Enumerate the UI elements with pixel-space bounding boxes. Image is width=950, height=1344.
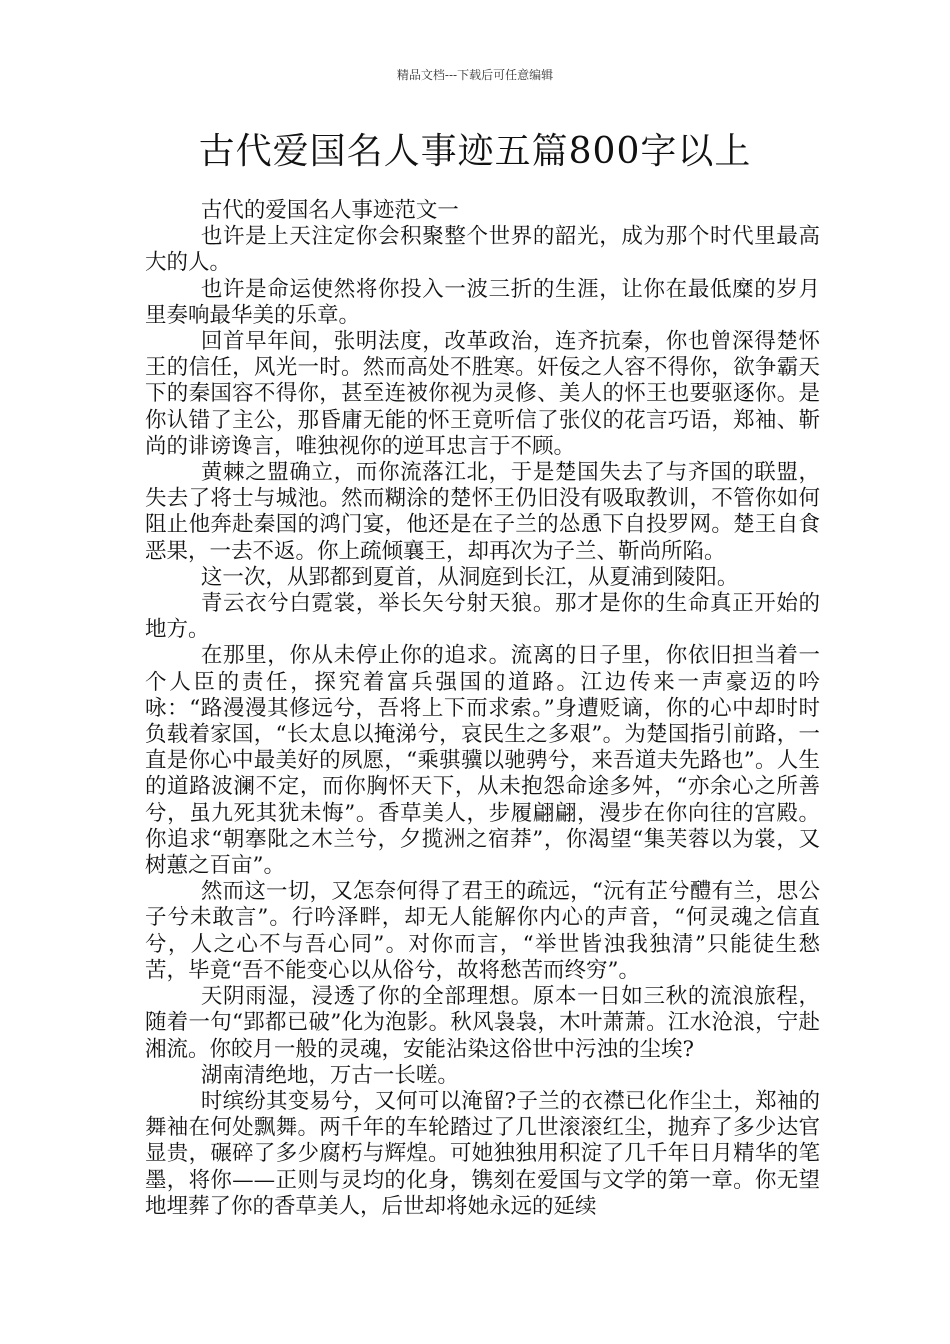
paragraph: 也许是上天注定你会积聚整个世界的韶光，成为那个时代里最高大的人。 [145, 224, 820, 276]
document-body [145, 198, 820, 1220]
paragraph: 黄棘之盟确立，而你流落江北，于是楚国失去了与齐国的联盟，失去了将士与城池。然而糊涂的楚怀王仍旧没有吸取教训，不管你如何阻止他奔赴秦国的鸿门宴，他还是在子兰的怂恿下自投罗网。楚王自食恶果，一去不返。你上疏倾襄王，却再次为子兰、靳尚所陷。 [145, 460, 820, 564]
paragraph: 也许是命运使然将你投入一波三折的生涯，让你在最低糜的岁月里奏响最华美的乐章。 [145, 276, 820, 328]
page-header-note: 精品文档---下载后可任意编辑 [396, 68, 554, 82]
section-heading: 古代的爱国名人事迹范文一 [200, 198, 459, 223]
paragraph: 天阴雨湿，浸透了你的全部理想。原本一日如三秋的流浪旅程，随着一句“郢都已破”化为泡影。秋风袅袅，木叶萧萧。江水沧浪，宁赴湘流。你皎月一般的灵魂，安能沾染这俗世中污浊的尘埃? [145, 984, 820, 1062]
paragraph: 这一次，从郢都到夏首，从洞庭到长江，从夏浦到陵阳。 [200, 564, 739, 590]
paragraph: 湖南清绝地，万古一长嗟。 [200, 1062, 459, 1088]
document-title: 古代爱国名人事迹五篇800字以上 [198, 131, 752, 172]
paragraph: 回首早年间，张明法度，改革政治，连齐抗秦，你也曾深得楚怀王的信任，风光一时。然而高处不胜寒。奸佞之人容不得你，欲争霸天下的秦国容不得你，甚至连被你视为灵修、美人的怀王也要驱逐你。是你认错了主公，那昏庸无能的怀王竟听信了张仪的花言巧语，郑袖、靳尚的诽谤谗言，唯独视你的逆耳忠言于不顾。 [145, 329, 820, 459]
paragraph: 时缤纷其变易兮，又何可以淹留?子兰的衣襟已化作尘土，郑袖的舞袖在何处飘舞。两千年的车轮踏过了几世滚滚红尘，抛弃了多少达官显贵，碾碎了多少腐朽与辉煌。可她独独用积淀了几千年日月精华的笔墨，将你——正则与灵均的化身，镌刻在爱国与文学的第一章。你无望地埋葬了你的香草美人，后世却将她永远的延续 [145, 1088, 820, 1219]
paragraph: 然而这一切，又怎奈何得了君王的疏远，“沅有芷兮醴有兰，思公子兮未敢言”。行吟泽畔，却无人能解你内心的声音，“何灵魂之信直兮，人之心不与吾心同”。对你而言，“举世皆浊我独清”只能徒生愁苦，毕竟“吾不能变心以从俗兮，故将愁苦而终穷”。 [145, 879, 820, 983]
paragraph: 在那里，你从未停止你的追求。流离的日子里，你依旧担当着一个人臣的责任，探究着富兵强国的道路。江边传来一声豪迈的吟咏：“路漫漫其修远兮，吾将上下而求索。”身遭贬谪，你的心中却时时负载着家国，“长太息以掩涕兮，哀民生之多艰”。为楚国指引前路，一直是你心中最美好的夙愿，“乘骐骥以驰骋兮，来吾道夫先路也”。人生的道路波澜不定，而你胸怀天下，从未抱怨命途多舛，“亦余心之所善兮，虽九死其犹未悔”。香草美人，步履翩翩，漫步在你向往的宫殿。你追求“朝搴阰之木兰兮，夕揽洲之宿莽”，你渴望“集芙蓉以为裳，又树蕙之百亩”。 [145, 643, 820, 879]
paragraph: 青云衣兮白霓裳，举长矢兮射天狼。那才是你的生命真正开始的地方。 [145, 591, 820, 643]
